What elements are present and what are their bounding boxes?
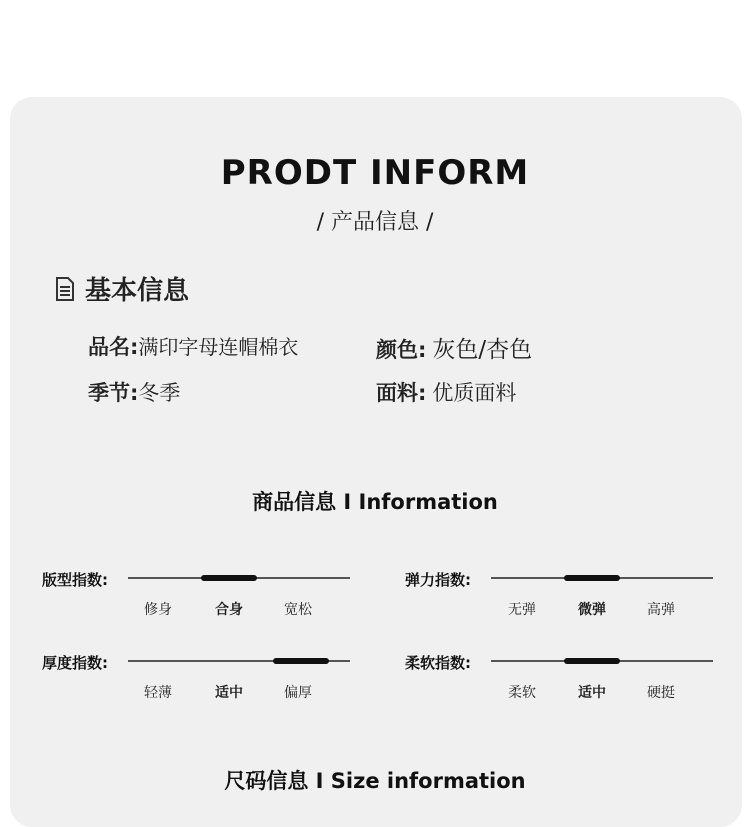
index-option: 高弹	[647, 602, 675, 618]
index-marker	[201, 575, 257, 581]
index-label: 柔软指数:	[405, 654, 471, 672]
index-option: 适中	[215, 685, 243, 701]
field-value: 满印字母连帽棉衣	[138, 335, 299, 359]
index-option: 无弹	[508, 602, 536, 618]
title-english: PRODT INFORM	[220, 153, 530, 193]
index-option: 柔软	[508, 685, 536, 701]
field-key: 颜色:	[376, 338, 427, 362]
index-label: 弹力指数:	[405, 571, 471, 589]
index-option: 偏厚	[284, 685, 312, 701]
field-value: 灰色/杏色	[432, 337, 533, 363]
field-color	[376, 331, 532, 364]
field-key: 品名:	[88, 335, 139, 359]
size-info-heading: 尺码信息 I Size information	[224, 769, 526, 793]
field-value: 优质面料	[432, 381, 517, 405]
index-label: 厚度指数:	[42, 654, 108, 672]
index-option: 适中	[578, 685, 606, 701]
index-marker	[564, 658, 620, 664]
index-marker	[273, 658, 329, 664]
index-option: 合身	[215, 602, 243, 618]
index-option: 宽松	[284, 602, 312, 618]
document-icon	[55, 276, 75, 302]
field-season	[88, 377, 180, 407]
field-key: 季节:	[88, 381, 139, 405]
index-label: 版型指数:	[42, 571, 108, 589]
field-value: 冬季	[138, 381, 181, 405]
basic-info-heading	[55, 270, 189, 307]
index-option: 修身	[144, 602, 172, 618]
index-option: 轻薄	[144, 685, 172, 701]
index-marker	[564, 575, 620, 581]
field-fabric	[376, 377, 516, 407]
title-chinese: / 产品信息 /	[316, 210, 434, 235]
product-info-heading: 商品信息 I Information	[252, 490, 498, 514]
index-option: 微弹	[578, 602, 606, 618]
field-product-name	[88, 331, 298, 361]
basic-info-heading-text: 基本信息	[85, 276, 190, 306]
index-option: 硬挺	[647, 685, 675, 701]
field-key: 面料:	[376, 381, 427, 405]
